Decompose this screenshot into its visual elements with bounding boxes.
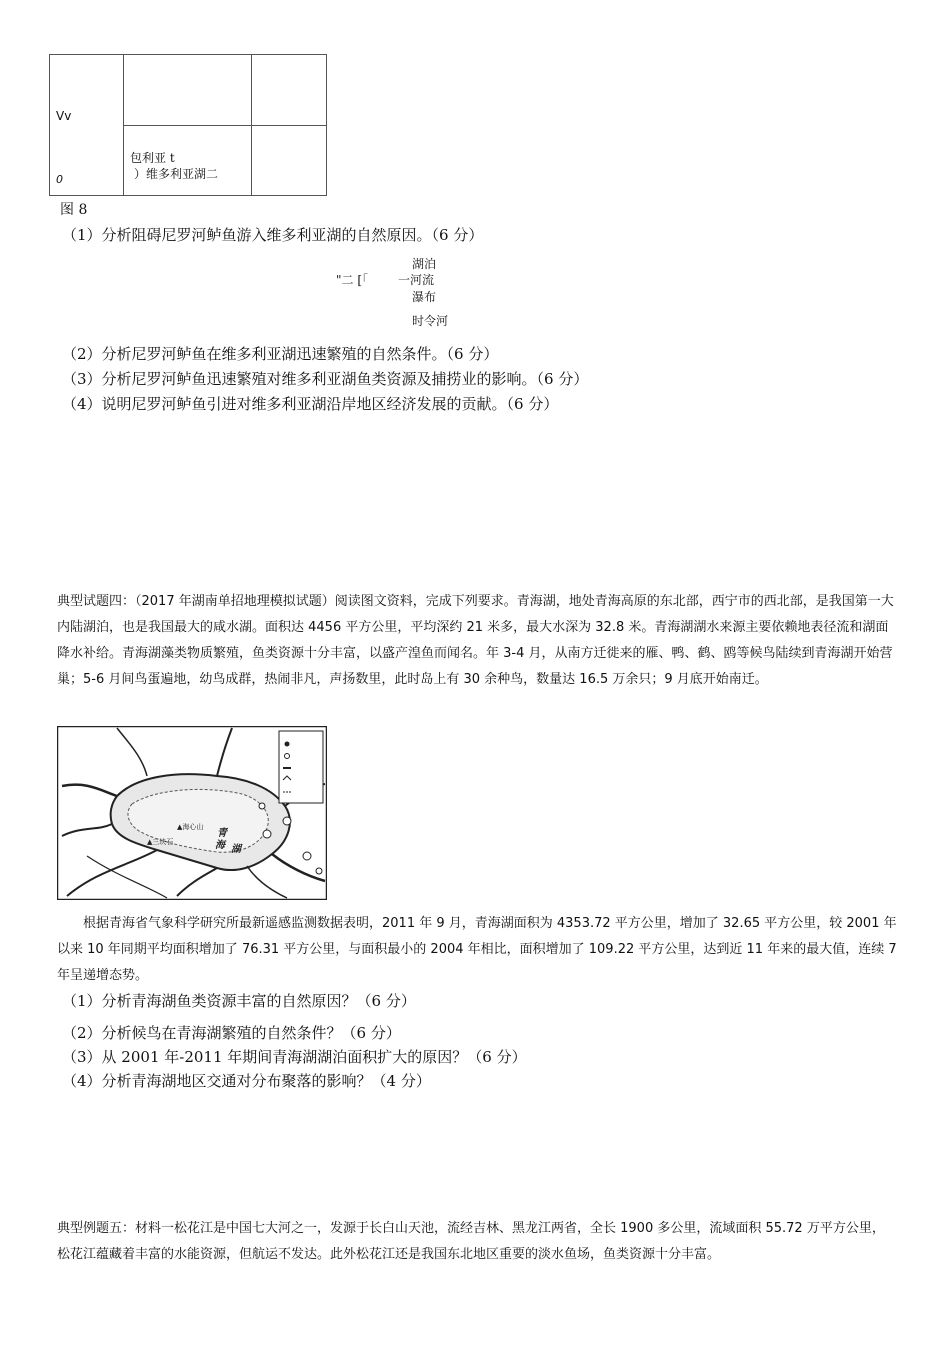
table-cell-text: 包利亚 t xyxy=(130,151,175,165)
question-3: （3）分析尼罗河鲈鱼迅速繁殖对维多利亚湖鱼类资源及捕捞业的影响。（6 分） xyxy=(62,370,589,388)
question-2: （2）分析候鸟在青海湖繁殖的自然条件？（6 分） xyxy=(62,1024,401,1042)
legend-seasonal-river: 时令河 xyxy=(412,314,449,328)
question-1: （1）分析青海湖鱼类资源丰富的自然原因？（6 分） xyxy=(62,992,416,1010)
settlement-dot xyxy=(263,830,271,838)
lake-label: 海 xyxy=(215,840,225,851)
example-4-paragraph-2: 根据青海省气象科学研究所最新遥感监测数据表明，2011 年 9 月，青海湖面积为 4353.72 平方公里，增加了 32.65 平方公里，较 2001 年以来 10 年同期平均面积增加了 76.31 平方公里，与面积最小的 2004 年相比，面积增加了 109.22 平方公里，达到近 11 年来的最大值，连续 7 年呈递增态势。 xyxy=(57,916,897,983)
settlement-dot xyxy=(259,803,265,809)
legend-symbol xyxy=(285,742,290,747)
question-1: （1）分析阻碍尼罗河鲈鱼游入维多利亚湖的自然原因。（6 分） xyxy=(62,226,484,244)
peak-label: ▲三块石 xyxy=(147,838,174,846)
question-2: （2）分析尼罗河鲈鱼在维多利亚湖迅速繁殖的自然条件。（6 分） xyxy=(62,345,499,363)
question-4: （4）分析青海湖地区交通对分布聚落的影响？（4 分） xyxy=(62,1072,431,1090)
table-cell-text: ）维多利亚湖二 xyxy=(134,167,219,181)
table-divider xyxy=(123,125,326,126)
qinghai-lake-map xyxy=(57,726,327,900)
settlement-dot xyxy=(316,868,322,874)
table-cell-text: 0 xyxy=(56,173,63,186)
lake-label: 湖 xyxy=(231,844,241,855)
legend-lake: 湖泊 xyxy=(412,257,437,271)
legend-river: 一河流 xyxy=(398,273,435,287)
legend-waterfall: 瀑布 xyxy=(412,290,437,304)
question-4: （4）说明尼罗河鲈鱼引进对维多利亚湖沿岸地区经济发展的贡献。（6 分） xyxy=(62,395,559,413)
settlement-dot xyxy=(303,852,311,860)
figure-8-table xyxy=(49,54,327,196)
legend-prefix: "二 [「 xyxy=(336,273,369,287)
question-3: （3）从 2001 年-2011 年期间青海湖湖泊面积扩大的原因？（6 分） xyxy=(62,1048,527,1066)
example-5-intro: 典型例题五：材料一松花江是中国七大河之一，发源于长白山天池，流经吉林、黑龙江两省，全长 1900 多公里，流域面积 55.72 万平方公里，松花江蕴藏着丰富的水能资源，但航运不发达。此外松花江还是我国东北地区重要的淡水鱼场，鱼类资源十分丰富。 xyxy=(57,1221,885,1262)
example-4-intro: 典型试题四：（2017 年湖南单招地理模拟试题）阅读图文资料，完成下列要求。青海湖，地处青海高原的东北部，西宁市的西北部，是我国第一大内陆湖泊，也是我国最大的咸水湖。面积达 4456 平方公里，平均深约 21 米多，最大水深为 32.8 米。青海湖湖水来源主要依赖地表径流和湖面降水补给。青海湖藻类物质繁殖，鱼类资源十分丰富，以盛产湟鱼而闻名。年 3-4 月，从南方迁徙来的雁、鸭、鹤、鸥等候鸟陆续到青海湖开始营巢；5-6 月间鸟蛋遍地，幼鸟成群，热闹非凡，声扬数里，此时岛上有 30 余种鸟，数量达 16.5 万余只；9 月底开始南迁。 xyxy=(57,594,894,687)
map-legend xyxy=(336,255,456,330)
peak-label: ▲海心山 xyxy=(177,823,204,831)
figure-caption: 图 8 xyxy=(60,202,88,218)
lake-label: 青 xyxy=(217,828,227,839)
settlement-dot xyxy=(283,817,291,825)
table-cell-text: Vv xyxy=(56,109,72,123)
